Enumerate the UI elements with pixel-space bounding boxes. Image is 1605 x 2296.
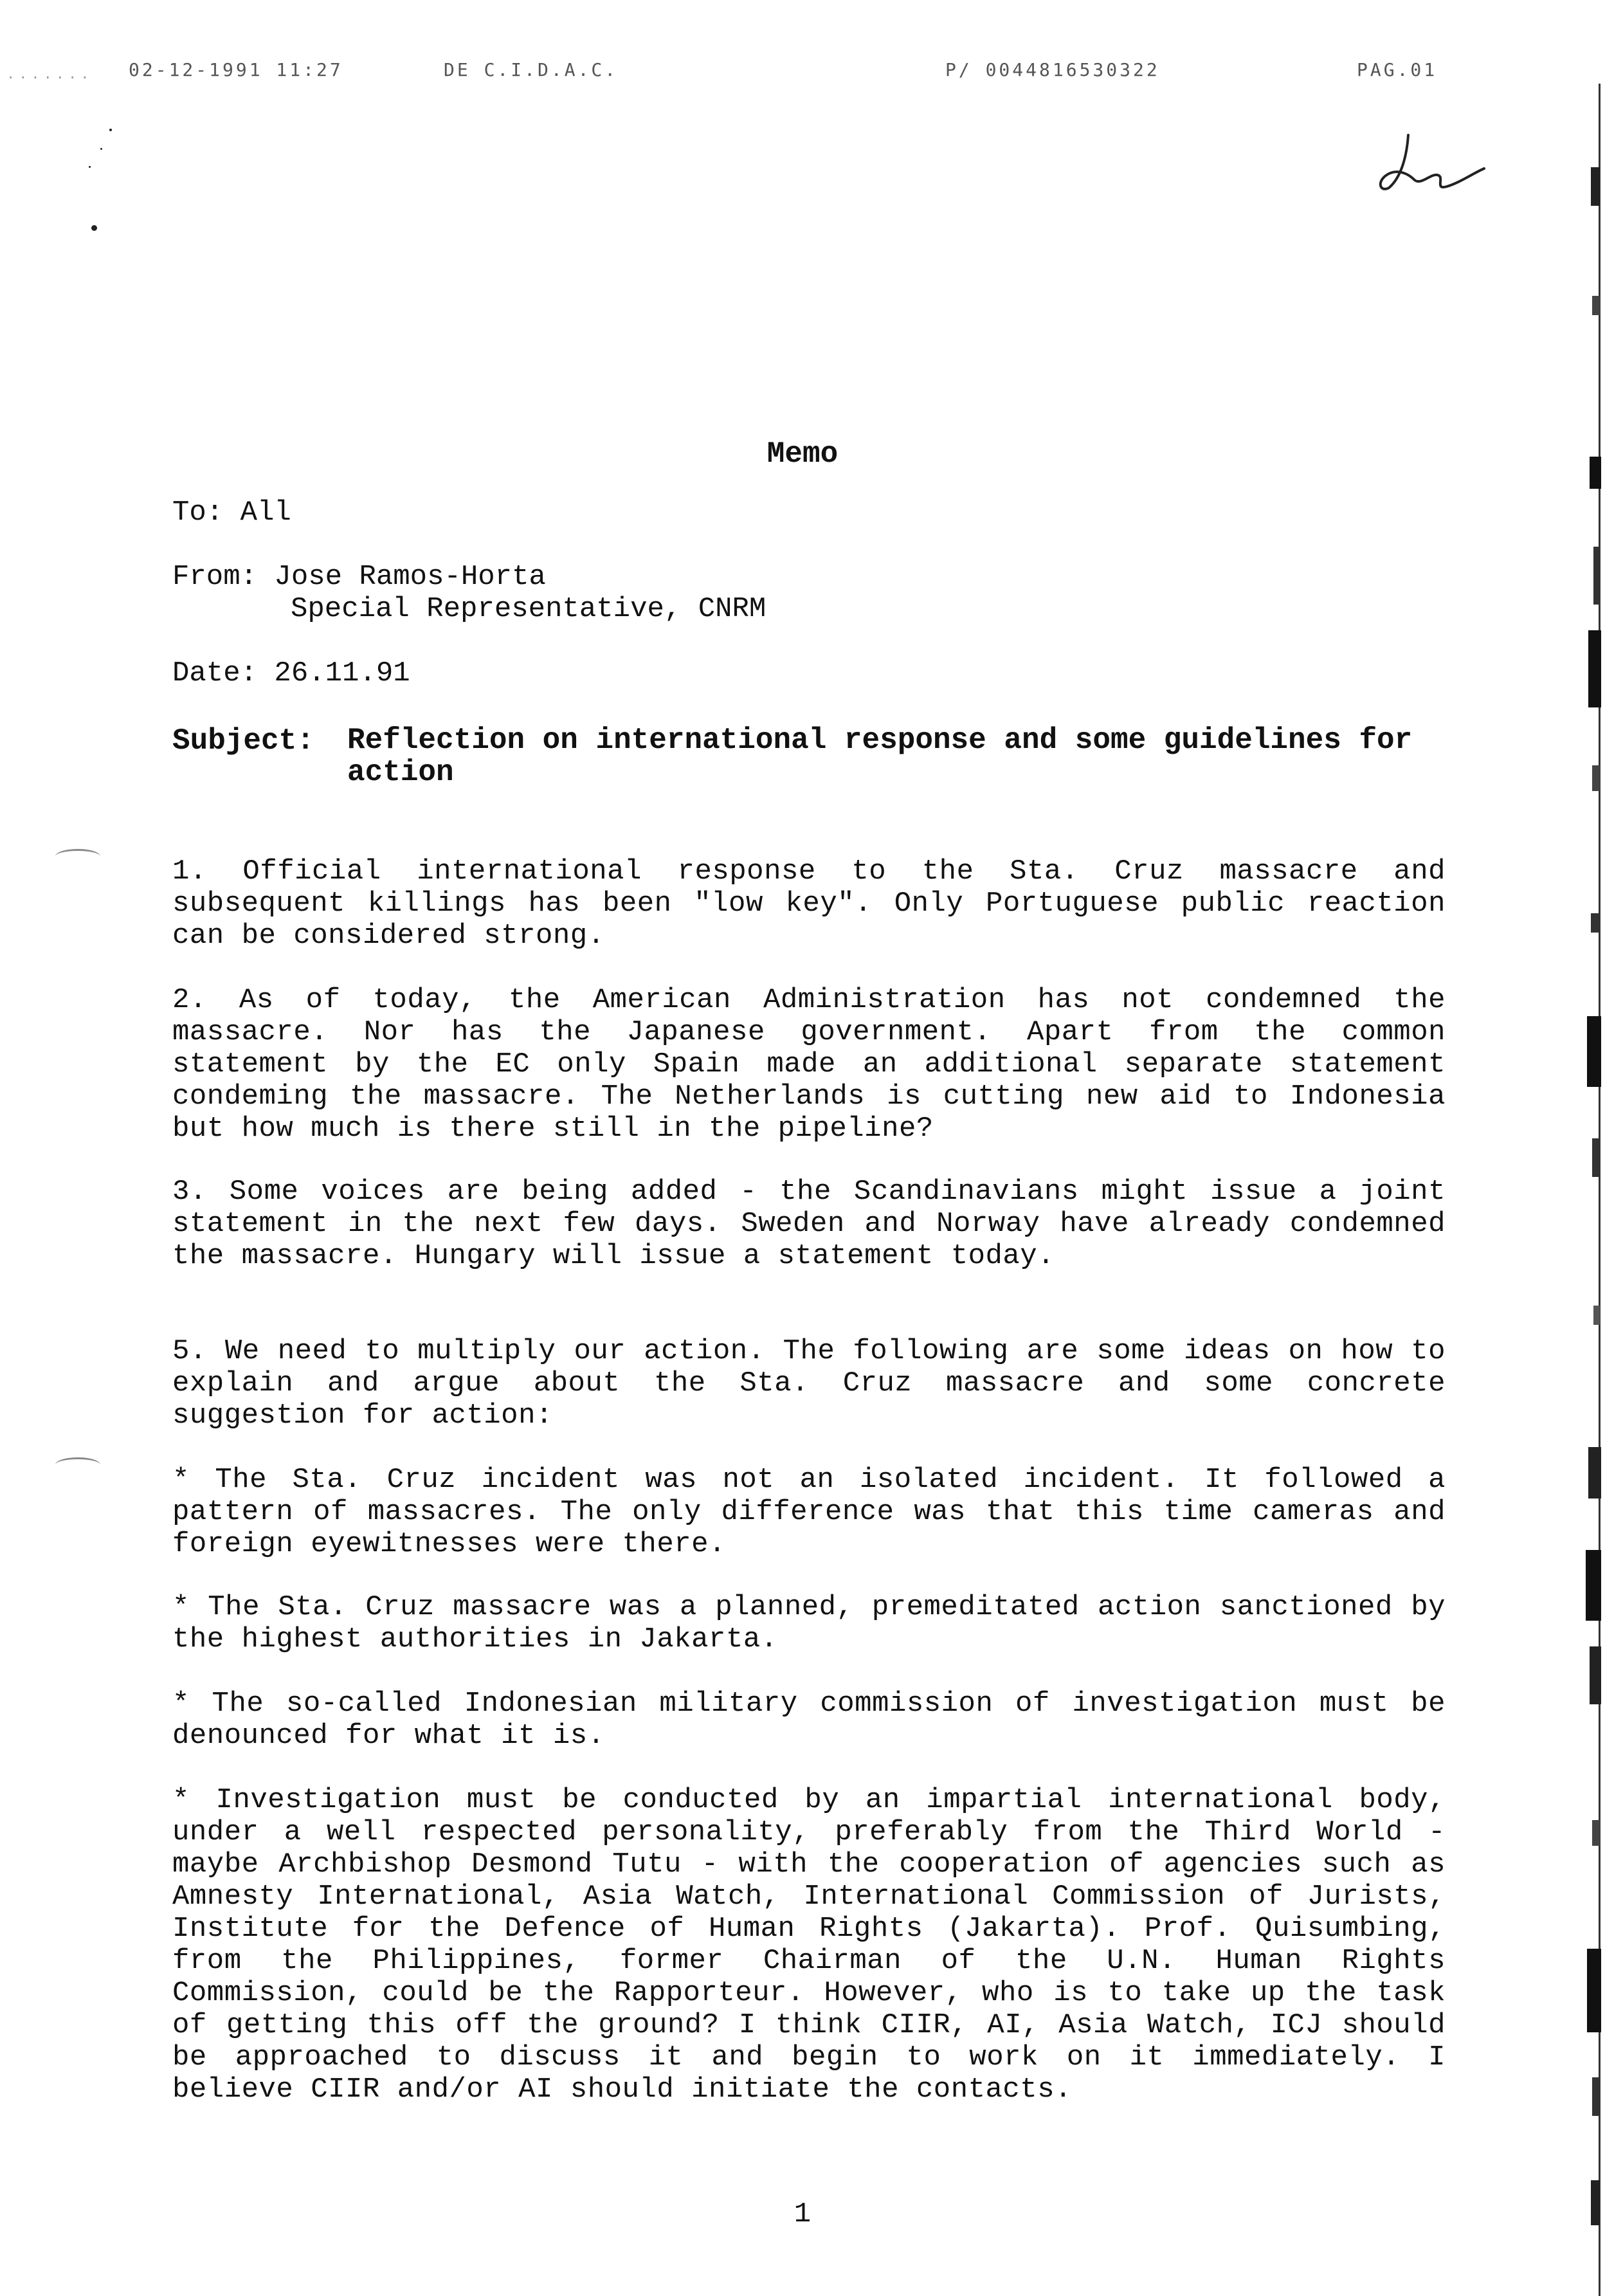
memo-to: To: All [172, 497, 291, 529]
fax-speck [100, 148, 102, 150]
fax-sender: DE C.I.D.A.C. [444, 59, 619, 80]
bullet-commission: * The so-called Indonesian military commission of investigation must be denounced for what it is. [172, 1688, 1446, 1752]
subject-label: Subject: [172, 724, 314, 758]
paragraph-1: 1. Official international response to the Sta. Cruz massacre and subsequent killings has been "low key". Only Portuguese public reaction can be considered strong. [172, 855, 1446, 952]
fax-page-label: PAG.01 [1357, 59, 1438, 80]
page-number: 1 [793, 2198, 812, 2230]
paragraph-2: 2. As of today, the American Administration has not condemned the massacre. Nor has the Japanese government. Apart from the common statement by the EC only Spain made an additional separate statement condeming the massacre. The Netherlands is cutting new aid to Indonesia but how much is there still in the pipeline? [172, 984, 1446, 1145]
memo-title: Memo [766, 437, 839, 471]
fax-header [0, 59, 1605, 98]
fax-datetime: 02-12-1991 11:27 [129, 59, 343, 80]
bullet-isolated-incident: * The Sta. Cruz incident was not an isolated incident. It followed a pattern of massacres. The only difference was that this time cameras and foreign eyewitnesses were there. [172, 1464, 1446, 1560]
fax-edge-dots: ....... [6, 67, 93, 83]
memo-date: Date: 26.11.91 [172, 657, 410, 689]
fax-recipient: P/ 0044816530322 [945, 59, 1160, 80]
margin-mark [55, 849, 100, 864]
bullet-planned-massacre: * The Sta. Cruz massacre was a planned, premeditated action sanctioned by the highest authorities in Jakarta. [172, 1591, 1446, 1655]
handwritten-initials [1370, 129, 1485, 199]
subject-text: Reflection on international response and some guidelines for action [347, 724, 1413, 789]
margin-mark [55, 1457, 100, 1472]
bullet-investigation: * Investigation must be conducted by an impartial international body, under a well respected personality, preferably from the Third World - maybe Archbishop Desmond Tutu - with the cooperation of agencies such as Amnesty International, Asia Watch, International Commission of Jurists, Institute for the Defence of Human Rights (Jakarta). Prof. Quisumbing, from the Philippines, former Chairman of the U.N. Human Rights Commission, could be the Rapporteur. However, who is to take up the task of getting this off the ground? I think CIIR, AI, Asia Watch, ICJ should be approached to discuss it and begin to work on it immediately. I believe CIIR and/or AI should initiate the contacts. [172, 1784, 1446, 2106]
paragraph-3: 3. Some voices are being added - the Scandinavians might issue a joint statement in the next few days. Sweden and Norway have already condemned the massacre. Hungary will issue a statement today. [172, 1176, 1446, 1272]
fax-speck [89, 166, 91, 168]
scan-edge-noise [1579, 84, 1605, 2296]
memo-from: From: Jose Ramos-Horta [172, 561, 546, 593]
fax-speck [109, 129, 112, 131]
paragraph-5: 5. We need to multiply our action. The following are some ideas on how to explain and argue about the Sta. Cruz massacre and some concrete suggestion for action: [172, 1335, 1446, 1432]
fax-speck [91, 225, 97, 231]
memo-from-title: Special Representative, CNRM [291, 593, 766, 625]
